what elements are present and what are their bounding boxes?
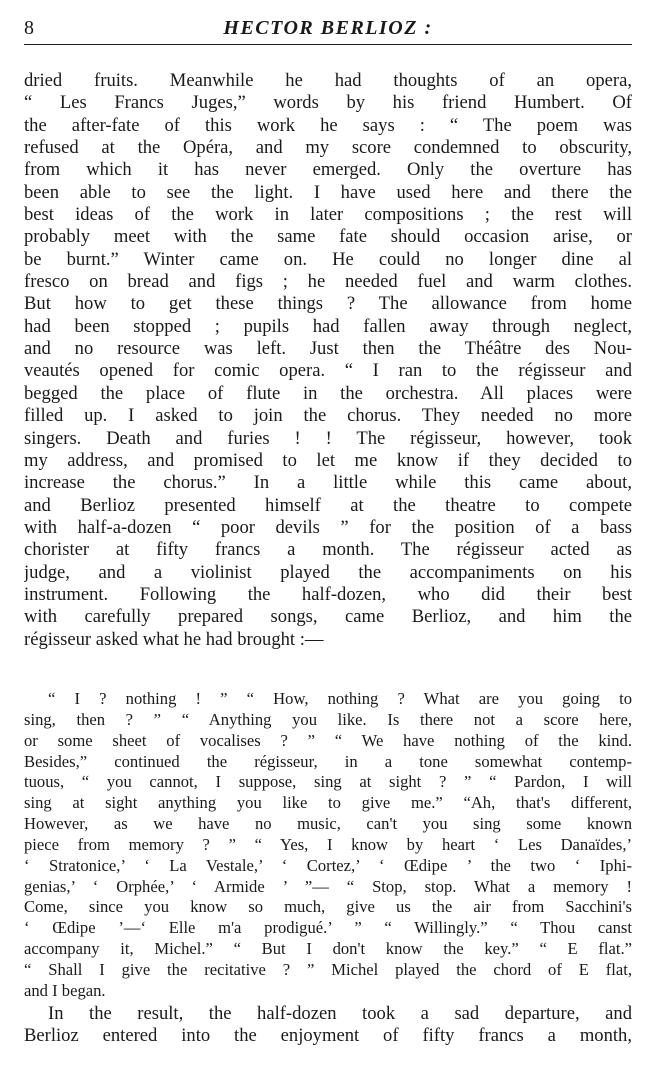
text-line: Besides,” continued the régisseur, in a tone somewhat contemp- [24, 751, 632, 771]
text-line: singers. Death and furies ! ! The régisseur, however, took [24, 427, 632, 449]
book-page [24, 14, 632, 1054]
text-line: and no resource was left. Just then the Théâtre des Nou- [24, 338, 632, 360]
text-line: But how to get these things ? The allowance from home [24, 293, 632, 315]
text-line: had been stopped ; pupils had fallen away through neglect, [24, 315, 632, 337]
text-line: increase the chorus.” In a little while this came about, [24, 472, 632, 494]
text-line: However, as we have no music, can't you sing some known [24, 814, 632, 834]
text-line: In the result, the half-dozen took a sad departure, and [48, 1003, 632, 1024]
paragraph-1 [24, 70, 632, 651]
text-line: and Berlioz presented himself at the theatre to compete [24, 494, 632, 516]
text-line: sing, then ? ” “ Anything you like. Is there not a score here, [24, 709, 632, 729]
text-line: or some sheet of vocalises ? ” “ We have nothing of the kind. [24, 730, 632, 750]
text-line: régisseur asked what he had brought :— [24, 628, 324, 650]
text-line: filled up. I asked to join the chorus. They needed no more [24, 405, 632, 427]
text-line: piece from memory ? ” “ Yes, I know by heart ‘ Les Danaïdes,’ [24, 834, 632, 854]
text-line: judge, and a violinist played the accompaniments on his [24, 561, 632, 583]
paragraph-3 [24, 1003, 632, 1048]
text-line: ‘ Œdipe ’—‘ Elle m'a prodigué.’ ” “ Willingly.” “ Thou canst [24, 918, 632, 938]
text-line: chorister at fifty francs a month. The régisseur acted as [24, 539, 632, 561]
text-line: with carefully prepared songs, came Berlioz, and him the [24, 606, 632, 628]
text-line: from which it has never emerged. Only the overture has [24, 159, 632, 181]
page-number: 8 [24, 17, 35, 39]
paragraph-2 [24, 689, 632, 1002]
page-header [24, 14, 632, 45]
running-title: HECTOR BERLIOZ : [223, 17, 433, 39]
text-line: veautés opened for comic opera. “ I ran to the régisseur and [24, 360, 632, 382]
text-line: sing at sight anything you like to give me.” “Ah, that's different, [24, 793, 632, 813]
text-line: fresco on bread and figs ; he needed fuel and warm clothes. [24, 271, 632, 293]
text-line: the after-fate of this work he says : “ The poem was [24, 114, 632, 136]
text-line: “ Shall I give the recitative ? ” Michel played the chord of E flat, [24, 959, 632, 979]
text-line: “ Les Francs Juges,” words by his friend Humbert. Of [24, 92, 632, 114]
text-line: Berlioz entered into the enjoyment of fifty francs a month, [24, 1025, 632, 1047]
text-line: and I began. [24, 980, 106, 1000]
text-line: Come, since you know so much, give us the air from Sacchini's [24, 897, 632, 917]
text-line: my address, and promised to let me know if they decided to [24, 449, 632, 471]
text-line: accompany it, Michel.” “ But I don't know the key.” “ E flat.” [24, 939, 632, 959]
text-line: dried fruits. Meanwhile he had thoughts of an opera, [24, 70, 632, 91]
text-line: refused at the Opéra, and my score condemned to obscurity, [24, 137, 632, 159]
text-line: with half-a-dozen “ poor devils ” for the position of a bass [24, 516, 632, 538]
text-line: instrument. Following the half-dozen, who did their best [24, 583, 632, 605]
text-line: probably meet with the same fate should occasion arise, or [24, 226, 632, 248]
text-line: genias,’ ‘ Orphée,’ ‘ Armide ’ ”— “ Stop, stop. What a memory ! [24, 876, 632, 896]
text-line: begged the place of flute in the orchestra. All places were [24, 382, 632, 404]
text-line: “ I ? nothing ! ” “ How, nothing ? What are you going to [48, 689, 632, 708]
text-line: best ideas of the work in later compositions ; the rest will [24, 204, 632, 226]
text-line: tuous, “ you cannot, I suppose, sing at sight ? ” “ Pardon, I will [24, 772, 632, 792]
text-line: ‘ Stratonice,’ ‘ La Vestale,’ ‘ Cortez,’ ‘ Œdipe ’ the two ‘ Iphi- [24, 855, 632, 875]
text-line: been able to see the light. I have used here and there the [24, 181, 632, 203]
text-line: be burnt.” Winter came on. He could no longer dine al [24, 248, 632, 270]
